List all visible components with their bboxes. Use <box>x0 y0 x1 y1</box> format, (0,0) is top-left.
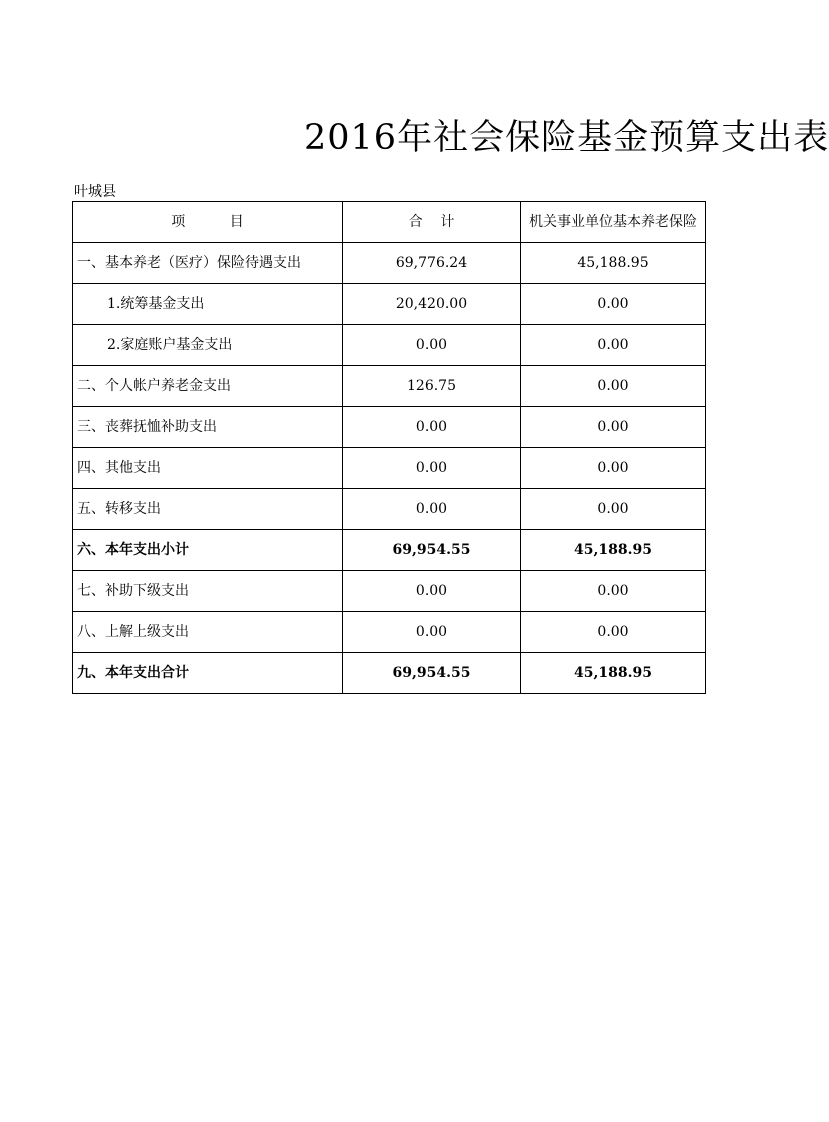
header-column3: 机关事业单位基本养老保险 <box>521 202 706 243</box>
row-column3-value: 45,188.95 <box>521 243 706 284</box>
header-item: 项 目 <box>73 202 343 243</box>
row-total-value: 0.00 <box>343 325 521 366</box>
table-row <box>73 489 706 530</box>
row-column3-value: 0.00 <box>521 571 706 612</box>
row-total-value: 20,420.00 <box>343 284 521 325</box>
budget-table <box>72 201 706 694</box>
header-total: 合 计 <box>343 202 521 243</box>
row-column3-value: 0.00 <box>521 448 706 489</box>
table-row <box>73 530 706 571</box>
table-body <box>73 202 706 694</box>
row-item-label: 七、补助下级支出 <box>73 571 343 612</box>
row-column3-value: 0.00 <box>521 366 706 407</box>
page-title: 2016年社会保险基金预算支出表 <box>304 118 829 158</box>
table-row <box>73 407 706 448</box>
row-item-label: 九、本年支出合计 <box>73 653 343 694</box>
table-row <box>73 612 706 653</box>
row-total-value: 0.00 <box>343 612 521 653</box>
row-total-value: 69,954.55 <box>343 530 521 571</box>
row-item-label: 一、基本养老（医疗）保险待遇支出 <box>73 243 343 284</box>
row-total-value: 0.00 <box>343 407 521 448</box>
table-row <box>73 653 706 694</box>
row-item-label: 1.统筹基金支出 <box>73 284 343 325</box>
row-column3-value: 0.00 <box>521 284 706 325</box>
table-header-row <box>73 202 706 243</box>
table-row <box>73 243 706 284</box>
row-item-label: 2.家庭账户基金支出 <box>73 325 343 366</box>
title-clip <box>0 112 829 164</box>
table-row <box>73 366 706 407</box>
table-row <box>73 325 706 366</box>
row-item-label: 八、上解上级支出 <box>73 612 343 653</box>
row-total-value: 126.75 <box>343 366 521 407</box>
row-total-value: 69,776.24 <box>343 243 521 284</box>
table-row <box>73 448 706 489</box>
row-column3-value: 0.00 <box>521 612 706 653</box>
row-column3-value: 0.00 <box>521 325 706 366</box>
row-column3-value: 0.00 <box>521 407 706 448</box>
row-item-label: 六、本年支出小计 <box>73 530 343 571</box>
row-total-value: 0.00 <box>343 489 521 530</box>
row-total-value: 69,954.55 <box>343 653 521 694</box>
row-item-label: 三、丧葬抚恤补助支出 <box>73 407 343 448</box>
row-total-value: 0.00 <box>343 571 521 612</box>
table-row <box>73 284 706 325</box>
row-item-label: 四、其他支出 <box>73 448 343 489</box>
region-label: 叶城县 <box>74 184 116 200</box>
row-item-label: 二、个人帐户养老金支出 <box>73 366 343 407</box>
row-column3-value: 45,188.95 <box>521 653 706 694</box>
row-item-label: 五、转移支出 <box>73 489 343 530</box>
row-column3-value: 0.00 <box>521 489 706 530</box>
row-column3-value: 45,188.95 <box>521 530 706 571</box>
row-total-value: 0.00 <box>343 448 521 489</box>
table-row <box>73 571 706 612</box>
